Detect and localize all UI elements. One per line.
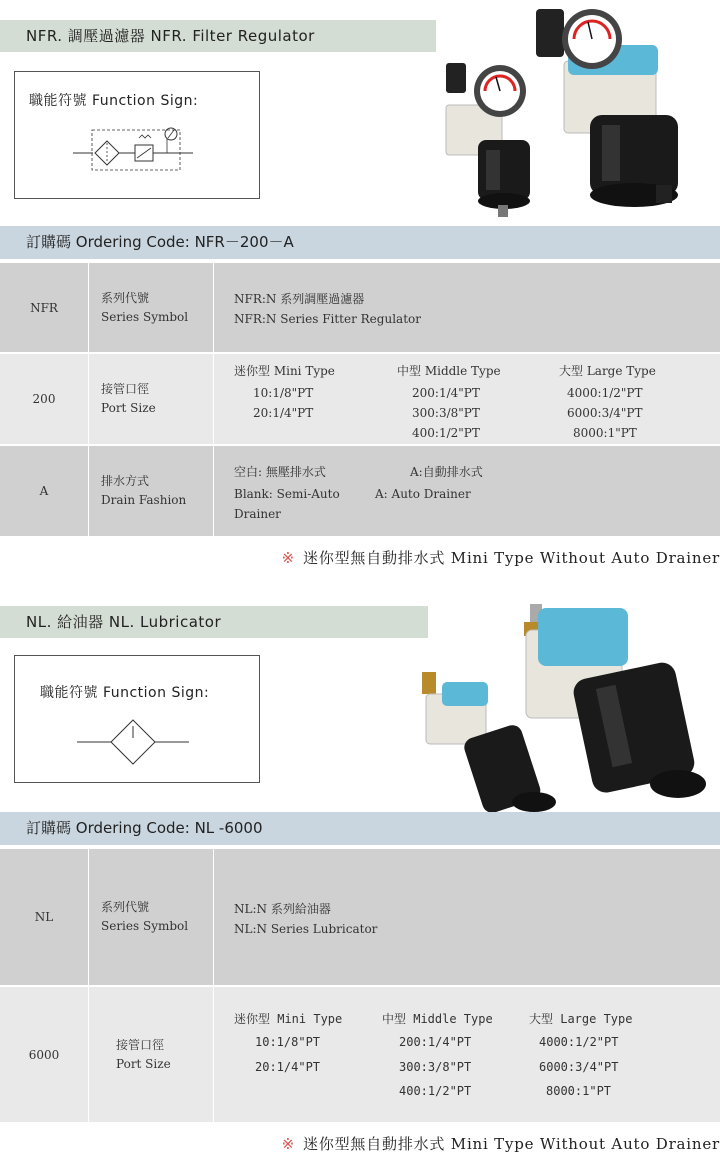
code-cell: NL [0, 849, 89, 985]
content-cell [215, 263, 720, 352]
function-sign-title: 職能符號 Function Sign: [29, 93, 199, 109]
drain-blank-cn: 空白: 無壓排水式 [234, 465, 326, 479]
section-header-nfr: NFR. 調壓過濾器 NFR. Filter Regulator [0, 20, 436, 52]
content-cell [215, 987, 720, 1122]
port-item: 6000:3/4"PT [539, 1060, 619, 1074]
function-sign-title: 職能符號 Function Sign: [40, 685, 210, 701]
label-cn: 排水方式 [101, 474, 150, 488]
drain-auto-en: A: Auto Drainer [375, 487, 471, 501]
port-item: 400:1/2"PT [399, 1084, 472, 1098]
ordering-code-bar-nl: 訂購碼 Ordering Code: NL -6000 [0, 812, 720, 845]
code-cell: 6000 [0, 987, 89, 1122]
port-item: 10:1/8"PT [253, 386, 314, 400]
port-item: 20:1/4"PT [255, 1060, 321, 1074]
code-cell: NFR [0, 263, 89, 352]
note-nl [282, 1133, 720, 1154]
port-item: 300:3/8"PT [399, 1060, 472, 1074]
row-series-symbol [0, 849, 720, 985]
column-title-middle: 中型 Middle Type [397, 364, 501, 378]
product-photo-nfr-large [528, 5, 698, 215]
row-drain-fashion [0, 446, 720, 536]
label-en: Port Size [101, 401, 156, 415]
note-text: 迷你型無自動排水式 Mini Type Without Auto Drainer [303, 1135, 720, 1153]
column-title-mini: 迷你型 Mini Type [234, 1012, 343, 1026]
row-port-size [0, 987, 720, 1122]
port-item: 200:1/4"PT [399, 1035, 472, 1049]
product-photo-nl-large [512, 600, 712, 805]
port-item: 4000:1/2"PT [539, 1035, 619, 1049]
row-port-size [0, 354, 720, 444]
label-cn: 系列代號 [101, 900, 150, 914]
drain-auto-cn: A:自動排水式 [410, 465, 483, 479]
column-title-middle: 中型 Middle Type [382, 1012, 493, 1026]
code-cell: 200 [0, 354, 89, 444]
port-item: 8000:1"PT [546, 1084, 612, 1098]
reference-mark-icon: ※ [281, 1135, 296, 1153]
note-nfr [282, 547, 720, 568]
content-cell [215, 446, 720, 536]
content-line: NL:N Series Lubricator [234, 922, 378, 936]
label-en: Series Symbol [101, 309, 189, 324]
note-text: 迷你型無自動排水式 Mini Type Without Auto Drainer [303, 549, 720, 567]
port-item: 300:3/8"PT [412, 406, 480, 420]
column-title-mini: 迷你型 Mini Type [234, 364, 335, 378]
drain-blank-en: Blank: Semi-Auto [234, 487, 340, 501]
content-cell [215, 849, 720, 985]
label-cn: 接管口徑 [101, 382, 150, 396]
label-cell [88, 849, 214, 985]
row-series-symbol [0, 263, 720, 352]
port-item: 10:1/8"PT [255, 1035, 321, 1049]
ordering-code-bar-nfr: 訂購碼 Ordering Code: NFR－200－A [0, 226, 720, 259]
function-sign-box-nfr [14, 71, 260, 199]
content-line: NFR:N Series Fitter Regulator [234, 312, 421, 326]
reference-mark-icon: ※ [281, 549, 296, 567]
content-line: NL:N 系列給油器 [234, 902, 331, 916]
port-item: 8000:1"PT [573, 426, 637, 440]
port-item: 400:1/2"PT [412, 426, 480, 440]
label-en: Drain Fashion [101, 493, 187, 507]
port-item: 6000:3/4"PT [567, 406, 643, 420]
content-cell [215, 354, 720, 444]
column-title-large: 大型 Large Type [529, 1012, 633, 1026]
port-item: 4000:1/2"PT [567, 386, 643, 400]
label-en: Port Size [116, 1056, 171, 1071]
content-line: NFR:N 系列調壓過濾器 [234, 292, 365, 306]
label-cn: 接管口徑 [116, 1037, 165, 1052]
label-cell [88, 987, 214, 1122]
label-cell [88, 446, 214, 536]
label-en: Series Symbol [101, 919, 189, 933]
drain-blank-en-2: Drainer [234, 507, 281, 521]
port-item: 200:1/4"PT [412, 386, 480, 400]
code-cell: A [0, 446, 89, 536]
lubricator-symbol [77, 716, 189, 768]
label-cell [88, 354, 214, 444]
filter-regulator-symbol [73, 124, 193, 174]
section-header-nl: NL. 給油器 NL. Lubricator [0, 606, 428, 638]
port-item: 20:1/4"PT [253, 406, 314, 420]
label-cell [88, 263, 214, 352]
label-cn: 系列代號 [101, 290, 150, 305]
column-title-large: 大型 Large Type [559, 364, 656, 378]
function-sign-box-nl [14, 655, 260, 783]
